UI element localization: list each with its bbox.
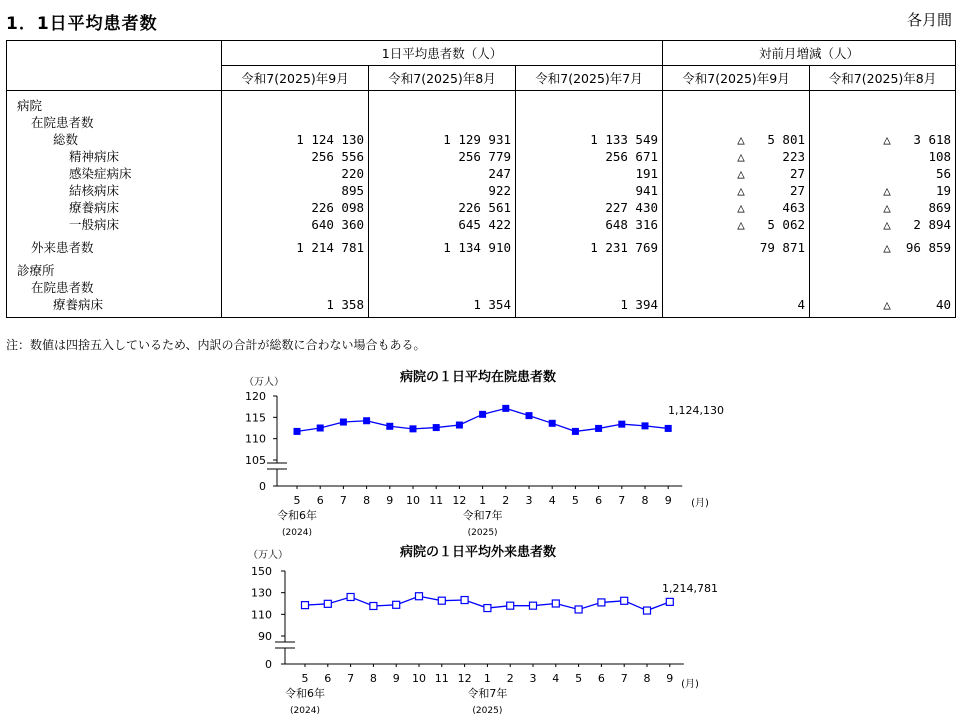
x-tick-label: 8 bbox=[363, 494, 371, 507]
table-cell: △ 463 bbox=[737, 200, 806, 215]
table-cell bbox=[663, 114, 809, 131]
value-column bbox=[369, 91, 516, 318]
x-tick-label: 1 bbox=[483, 672, 491, 685]
y-axis-unit-label: （万人） bbox=[244, 377, 284, 388]
x-tick-label: 7 bbox=[618, 494, 626, 507]
row-label: 外来患者数 bbox=[31, 240, 94, 255]
row-header-corner bbox=[7, 41, 222, 91]
x-tick-label: 6 bbox=[316, 494, 324, 507]
table-cell: 1 133 549 bbox=[590, 132, 659, 147]
data-point-marker bbox=[484, 605, 491, 612]
data-point-marker bbox=[461, 597, 468, 604]
chart-title: 病院の１日平均在院患者数 bbox=[399, 370, 557, 385]
era-year-label: (2025) bbox=[467, 528, 498, 538]
x-tick-label: 2 bbox=[506, 672, 514, 685]
data-point-marker bbox=[595, 425, 602, 432]
table-cell bbox=[369, 262, 515, 279]
table-cell bbox=[663, 97, 809, 114]
table-cell bbox=[222, 114, 368, 131]
end-value-label: 1,214,781 bbox=[662, 582, 718, 595]
table-cell: △ 40 bbox=[883, 297, 952, 312]
table-cell bbox=[369, 114, 515, 131]
series-line bbox=[305, 596, 670, 610]
x-tick-label: 5 bbox=[293, 494, 301, 507]
column-header: 令和7(2025)年9月 bbox=[222, 66, 369, 91]
y-tick-label: 0 bbox=[259, 480, 266, 493]
table-cell: 648 316 bbox=[605, 217, 659, 232]
group-header-monthly-change: 対前月増減（人） bbox=[663, 41, 956, 66]
data-point-marker bbox=[433, 424, 440, 431]
x-tick-label: 4 bbox=[548, 494, 556, 507]
table-cell: 4 bbox=[797, 297, 806, 312]
x-axis-unit-label: (月) bbox=[691, 498, 709, 509]
y-tick-label: 110 bbox=[251, 608, 272, 622]
table-cell: 256 779 bbox=[458, 149, 511, 164]
table-cell: △ 27 bbox=[737, 166, 806, 181]
table-cell: △ 2 894 bbox=[883, 217, 952, 232]
table-cell: 220 bbox=[341, 166, 364, 181]
table-cell bbox=[516, 114, 662, 131]
table-cell: 1 358 bbox=[326, 297, 364, 312]
table-cell bbox=[369, 97, 515, 114]
table-cell: 56 bbox=[935, 166, 952, 181]
row-label: 一般病床 bbox=[69, 217, 120, 232]
table-cell: 1 214 781 bbox=[296, 240, 364, 255]
column-header: 令和7(2025)年8月 bbox=[810, 66, 956, 91]
table-cell: 1 231 769 bbox=[590, 240, 659, 255]
x-tick-label: 7 bbox=[339, 494, 347, 507]
table-cell bbox=[222, 97, 368, 114]
y-tick-label: 105 bbox=[245, 454, 266, 467]
x-tick-label: 8 bbox=[369, 672, 377, 685]
row-label: 診療所 bbox=[17, 263, 55, 278]
table-cell: 1 124 130 bbox=[296, 132, 364, 147]
table-cell: △ 19 bbox=[883, 183, 952, 198]
table-cell bbox=[810, 97, 955, 114]
x-tick-label: 10 bbox=[406, 494, 420, 507]
page-title: 1．1日平均患者数 bbox=[6, 14, 158, 34]
x-tick-label: 7 bbox=[347, 672, 355, 685]
table-cell bbox=[810, 279, 955, 296]
x-tick-label: 3 bbox=[529, 672, 537, 685]
table-cell: 226 561 bbox=[458, 200, 511, 215]
table-cell: 895 bbox=[341, 183, 364, 198]
data-point-marker bbox=[549, 420, 556, 427]
x-tick-label: 12 bbox=[457, 672, 472, 685]
data-point-marker bbox=[416, 593, 423, 600]
table-cell: 941 bbox=[635, 183, 659, 198]
table-cell: 640 360 bbox=[311, 217, 364, 232]
x-tick-label: 1 bbox=[479, 494, 487, 507]
column-header: 令和7(2025)年7月 bbox=[516, 66, 663, 91]
y-tick-label: 130 bbox=[251, 586, 272, 600]
data-point-marker bbox=[665, 425, 672, 432]
x-tick-label: 8 bbox=[643, 672, 651, 685]
row-labels bbox=[7, 91, 222, 318]
data-point-marker bbox=[479, 411, 486, 418]
row-label: 在院患者数 bbox=[31, 280, 94, 295]
y-tick-label: 90 bbox=[258, 630, 272, 643]
x-tick-label: 4 bbox=[552, 672, 560, 685]
table-cell: △ 223 bbox=[737, 149, 806, 164]
chart-title: 病院の１日平均外来患者数 bbox=[399, 545, 557, 560]
y-tick-label: 0 bbox=[265, 658, 272, 671]
data-point-marker bbox=[575, 606, 582, 613]
group-header-daily-average: 1日平均患者数（人） bbox=[222, 41, 663, 66]
value-column bbox=[222, 91, 369, 318]
table-cell: △ 96 859 bbox=[883, 240, 952, 255]
table-cell: 108 bbox=[928, 149, 952, 164]
row-label: 療養病床 bbox=[53, 297, 104, 312]
table-cell: 256 671 bbox=[605, 149, 659, 164]
data-point-marker bbox=[502, 405, 509, 412]
table-cell: 79 871 bbox=[759, 240, 806, 255]
x-tick-label: 3 bbox=[525, 494, 533, 507]
y-tick-label: 120 bbox=[245, 390, 266, 403]
era-label: 令和6年 bbox=[277, 509, 317, 522]
data-point-marker bbox=[370, 602, 377, 609]
table-cell: 247 bbox=[488, 166, 511, 181]
y-tick-label: 110 bbox=[245, 432, 266, 446]
data-point-marker bbox=[363, 417, 370, 424]
data-point-marker bbox=[666, 598, 673, 605]
table-cell: 1 134 910 bbox=[443, 240, 511, 255]
end-value-label: 1,124,130 bbox=[668, 404, 724, 417]
table-cell: △ 5 801 bbox=[737, 132, 806, 147]
row-label: 感染症病床 bbox=[69, 166, 132, 181]
table-cell bbox=[516, 97, 662, 114]
data-point-marker bbox=[324, 600, 331, 607]
x-tick-label: 10 bbox=[412, 672, 426, 685]
data-point-marker bbox=[340, 419, 347, 426]
table-cell: △ 5 062 bbox=[737, 217, 806, 232]
value-column bbox=[516, 91, 663, 318]
x-tick-label: 12 bbox=[452, 494, 467, 507]
x-tick-label: 9 bbox=[392, 672, 400, 685]
x-axis-unit-label: (月) bbox=[681, 679, 699, 690]
data-point-marker bbox=[302, 602, 309, 609]
row-label: 在院患者数 bbox=[31, 115, 94, 130]
table-cell bbox=[369, 279, 515, 296]
table-cell: 1 129 931 bbox=[443, 132, 511, 147]
table-cell bbox=[222, 279, 368, 296]
x-tick-label: 6 bbox=[597, 672, 605, 685]
table-cell: 226 098 bbox=[311, 200, 364, 215]
row-label: 結核病床 bbox=[69, 183, 120, 198]
value-column bbox=[810, 91, 956, 318]
period-label: 各月間 bbox=[906, 11, 952, 29]
y-axis-unit-label: （万人） bbox=[248, 550, 288, 561]
table-cell bbox=[663, 279, 809, 296]
era-year-label: (2024) bbox=[282, 528, 312, 538]
data-point-marker bbox=[530, 602, 537, 609]
series-line bbox=[297, 408, 668, 431]
data-point-marker bbox=[507, 602, 514, 609]
data-point-marker bbox=[347, 594, 354, 601]
era-label: 令和6年 bbox=[285, 687, 325, 700]
table-cell: 227 430 bbox=[605, 200, 659, 215]
x-tick-label: 6 bbox=[324, 672, 332, 685]
table-cell: 1 354 bbox=[473, 297, 511, 312]
y-tick-label: 150 bbox=[251, 565, 272, 578]
table-cell bbox=[810, 114, 955, 131]
data-point-marker bbox=[410, 425, 417, 432]
x-tick-label: 7 bbox=[620, 672, 628, 685]
data-point-marker bbox=[644, 607, 651, 614]
row-label: 療養病床 bbox=[69, 200, 120, 215]
data-point-marker bbox=[386, 423, 393, 430]
x-tick-label: 5 bbox=[571, 494, 579, 507]
row-label: 病院 bbox=[17, 98, 43, 113]
table-cell bbox=[810, 262, 955, 279]
x-tick-label: 5 bbox=[301, 672, 309, 685]
data-point-marker bbox=[642, 422, 649, 429]
era-year-label: (2024) bbox=[290, 706, 320, 716]
table-cell bbox=[516, 279, 662, 296]
table-cell bbox=[516, 262, 662, 279]
x-tick-label: 5 bbox=[575, 672, 583, 685]
data-point-marker bbox=[618, 421, 625, 428]
table-cell: △ 27 bbox=[737, 183, 806, 198]
data-point-marker bbox=[526, 412, 533, 419]
era-label: 令和7年 bbox=[462, 509, 503, 522]
table-cell: 191 bbox=[635, 166, 659, 181]
data-point-marker bbox=[598, 599, 605, 606]
x-tick-label: 9 bbox=[664, 494, 672, 507]
data-point-marker bbox=[552, 600, 559, 607]
y-tick-label: 115 bbox=[245, 411, 266, 425]
data-point-marker bbox=[317, 425, 324, 432]
x-tick-label: 11 bbox=[429, 494, 444, 507]
table-cell: 922 bbox=[488, 183, 511, 198]
table-cell: △ 3 618 bbox=[883, 132, 952, 147]
x-tick-label: 9 bbox=[386, 494, 394, 507]
era-year-label: (2025) bbox=[472, 706, 503, 716]
value-column bbox=[663, 91, 810, 318]
x-tick-label: 2 bbox=[502, 494, 510, 507]
column-header: 令和7(2025)年8月 bbox=[369, 66, 516, 91]
row-label: 精神病床 bbox=[69, 149, 120, 164]
era-label: 令和7年 bbox=[467, 687, 508, 700]
table-cell bbox=[222, 262, 368, 279]
patients-table bbox=[6, 40, 956, 318]
data-point-marker bbox=[438, 597, 445, 604]
table-cell: 1 394 bbox=[620, 297, 659, 312]
data-point-marker bbox=[456, 422, 463, 429]
x-tick-label: 6 bbox=[595, 494, 603, 507]
column-header: 令和7(2025)年9月 bbox=[663, 66, 810, 91]
x-tick-label: 9 bbox=[666, 672, 674, 685]
data-point-marker bbox=[294, 428, 301, 435]
table-cell: 645 422 bbox=[458, 217, 511, 232]
table-cell: 256 556 bbox=[311, 149, 364, 164]
table-cell: △ 869 bbox=[883, 200, 952, 215]
footnote: 注：数値は四捨五入しているため、内訳の合計が総数に合わない場合もある。 bbox=[6, 338, 426, 352]
table-cell bbox=[663, 262, 809, 279]
data-point-marker bbox=[621, 597, 628, 604]
data-point-marker bbox=[572, 428, 579, 435]
x-tick-label: 11 bbox=[434, 672, 449, 685]
x-tick-label: 8 bbox=[641, 494, 649, 507]
data-point-marker bbox=[393, 601, 400, 608]
row-label: 総数 bbox=[53, 132, 79, 147]
